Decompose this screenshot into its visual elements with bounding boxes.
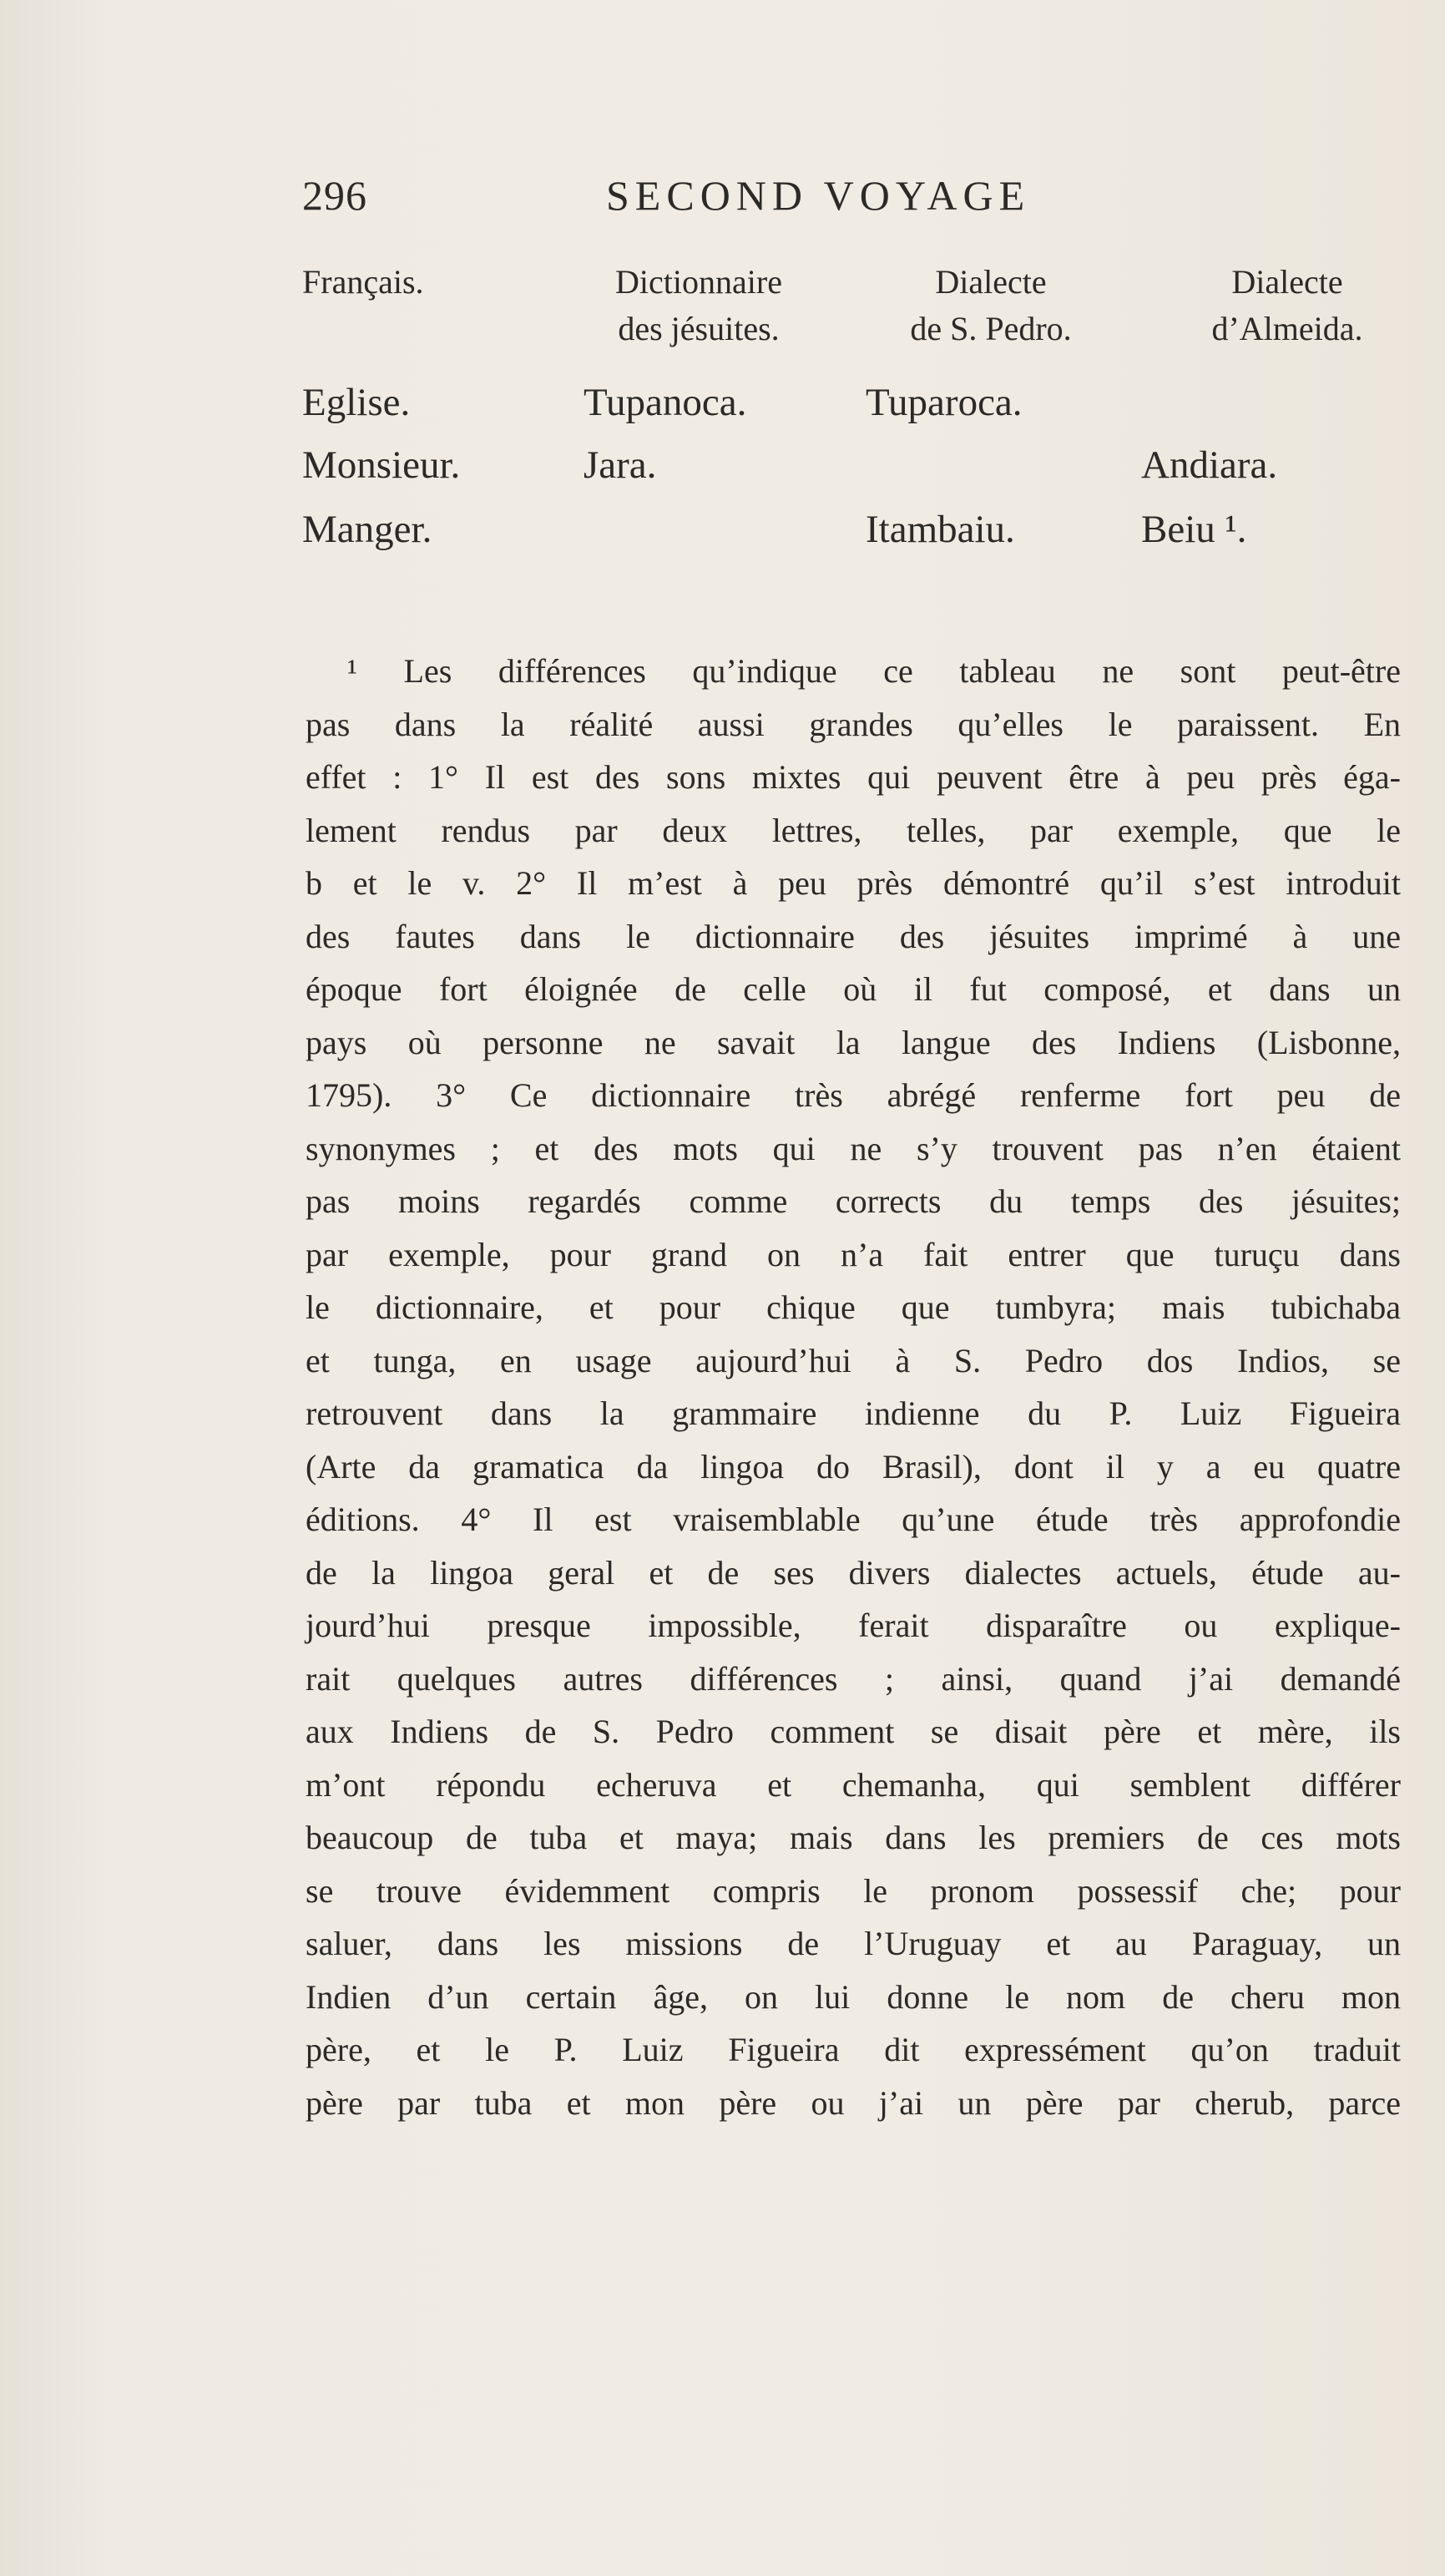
footnote-line: ¹ Les différences qu’indique ce tableau ne sont peut-être [347, 652, 1401, 690]
header-dialecte-s-pedro: Dialecte de S. Pedro. [910, 263, 1072, 347]
cell-francais: Eglise. [302, 381, 411, 424]
cell-francais: Monsieur. [302, 443, 461, 487]
footnote-line: retrouvent dans la grammaire indienne du P. Luiz Figueira [306, 1394, 1401, 1432]
footnote-line: m’ont répondu echeruva et chemanha, qui semblent différer [306, 1765, 1401, 1804]
footnote-line: Indien d’un certain âge, on lui donne le nom de cheru mon [306, 1977, 1401, 2016]
footnote-line: éditions. 4° Il est vraisemblable qu’une étude très approfondie [306, 1501, 1401, 1538]
footnote-line: père, et le P. Luiz Figueira dit expressément qu’on traduit [306, 2031, 1401, 2068]
footnote-line: se trouve évidemment compris le pronom possessif che; pour [306, 1871, 1401, 1910]
footnote-line: le dictionnaire, et pour chique que tumbyra; mais tubichaba [306, 1288, 1401, 1326]
footnote-line: saluer, dans les missions de l’Uruguay et au Paraguay, un [306, 1925, 1401, 1962]
footnote-line: (Arte da gramatica da lingoa do Brasil), dont il y a eu quatre [306, 1447, 1401, 1485]
footnote-line: des fautes dans le dictionnaire des jésuites imprimé à une [306, 917, 1401, 955]
footnote-line: synonymes ; et des mots qui ne s’y trouvent pas n’en étaient [306, 1129, 1401, 1167]
footnote-line: époque fort éloignée de celle où il fut composé, et dans un [306, 970, 1401, 1008]
page-number: 296 [302, 172, 367, 219]
footnote-line: aux Indiens de S. Pedro comment se disait père et mère, ils [306, 1713, 1401, 1750]
header-francais: Français. [302, 263, 424, 301]
footnote-line: de la lingoa geral et de ses divers dialectes actuels, étude au- [306, 1553, 1401, 1592]
footnote-line: lement rendus par deux lettres, telles, par exemple, que le [306, 811, 1401, 849]
cell-almeida: Beiu ¹. [1141, 508, 1247, 551]
footnote-line: rait quelques autres différences ; ainsi, quand j’ai demandé [306, 1659, 1401, 1698]
cell-jesuites: Tupanoca. [584, 381, 747, 424]
running-title: SECOND VOYAGE [606, 172, 1031, 219]
cell-francais: Manger. [302, 508, 432, 551]
cell-jesuites: Jara. [584, 443, 657, 487]
table-row [302, 380, 1404, 440]
footnote [306, 645, 1401, 2129]
footnote-line: b et le v. 2° Il m’est à peu près démontré qu’il s’est introduit [306, 864, 1401, 902]
footnote-line: par exemple, pour grand on n’a fait entrer que turuçu dans [306, 1235, 1401, 1273]
cell-s-pedro: Itambaiu. [866, 508, 1015, 551]
cell-almeida: Andiara. [1141, 443, 1278, 487]
cell-s-pedro: Tuparoca. [866, 381, 1023, 424]
footnote-line: effet : 1° Il est des sons mixtes qui peuvent être à peu près éga- [306, 758, 1401, 796]
running-head [302, 171, 1404, 230]
table-row [302, 443, 1404, 503]
footnote-line: pas dans la réalité aussi grandes qu’elles le paraissent. En [306, 705, 1401, 743]
footnote-line: pas moins regardés comme corrects du temps des jésuites; [306, 1182, 1401, 1220]
footnote-line: jourd’hui presque impossible, ferait disparaître ou explique- [306, 1607, 1401, 1644]
footnote-line: pays où personne ne savait la langue des Indiens (Lisbonne, [306, 1023, 1401, 1061]
footnote-line: et tunga, en usage aujourd’hui à S. Pedro dos Indios, se [306, 1341, 1401, 1379]
footnote-line: père par tuba et mon père ou j’ai un père par cherub, parce [306, 2083, 1401, 2122]
table-row [302, 507, 1404, 567]
footnote-line: 1795). 3° Ce dictionnaire très abrégé renferme fort peu de [306, 1076, 1401, 1114]
header-dialecte-almeida: Dialecte d’Almeida. [1211, 263, 1363, 347]
header-dictionnaire-jesuites: Dictionnaire des jésuites. [615, 263, 782, 347]
footnote-line: beaucoup de tuba et maya; mais dans les premiers de ces mots [306, 1819, 1401, 1856]
